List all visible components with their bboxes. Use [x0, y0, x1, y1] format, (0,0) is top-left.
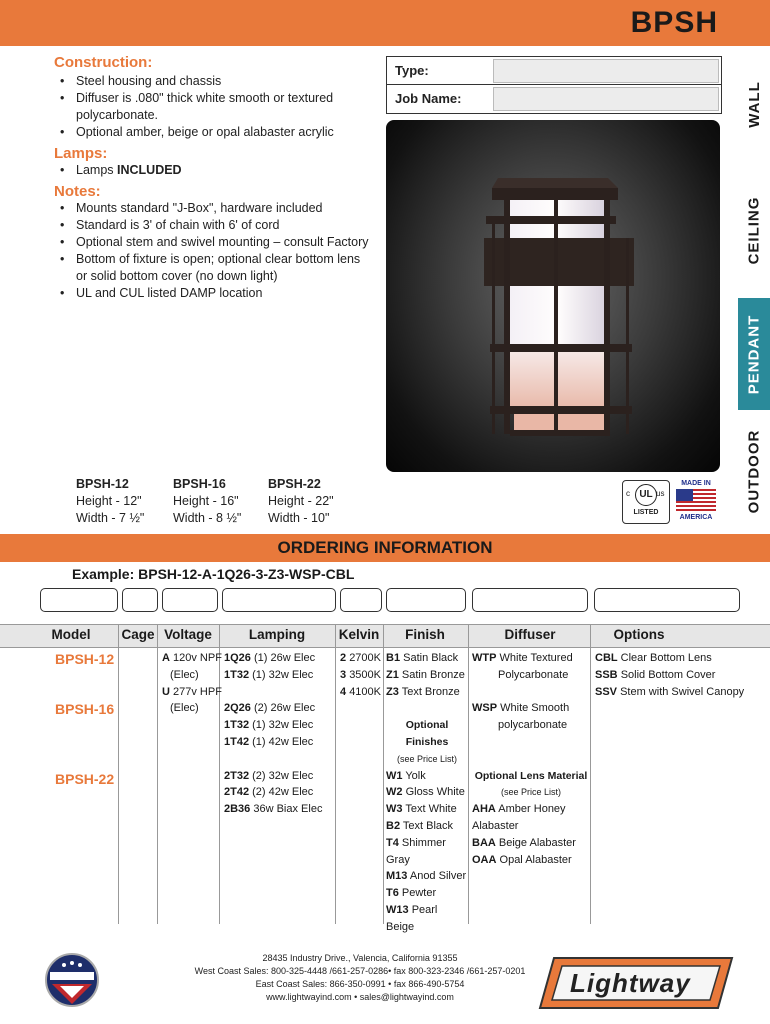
tab-ceiling[interactable]: CEILING	[745, 196, 763, 264]
notes-item: • Optional stem and swivel mounting – consult Factory	[54, 234, 384, 251]
kelvin-list: 2 2700K 3 3500K 4 4100K	[340, 652, 381, 698]
construction-section	[54, 54, 384, 302]
ordering-example: Example: BPSH-12-A-1Q26-3-Z3-WSP-CBL	[72, 566, 355, 582]
order-box-voltage[interactable]	[162, 588, 218, 612]
col-options: Options	[613, 627, 665, 642]
product-code: BPSH	[630, 6, 718, 39]
type-row	[387, 57, 721, 85]
order-box-lamping[interactable]	[222, 588, 336, 612]
job-info-box	[386, 56, 722, 114]
lamps-item: • Lamps INCLUDED	[54, 162, 384, 179]
made-in-america-badge: MADE IN AMERICA	[674, 480, 718, 522]
size-bpsh-22: BPSH-22 Height - 22" Width - 10"	[268, 477, 334, 525]
notes-item: • Standard is 3' of chain with 6' of cord	[54, 217, 384, 234]
order-box-diffuser[interactable]	[472, 588, 588, 612]
construction-item: • Optional amber, beige or opal alabaster acrylic	[54, 124, 384, 141]
lamps-title: Lamps:	[54, 145, 108, 162]
ul-listed-mark: UL c us LISTED	[622, 480, 670, 524]
footer-web-email[interactable]: www.lightwayind.com • sales@lightwayind.com	[266, 992, 454, 1002]
col-lamping: Lamping	[248, 627, 306, 642]
model-bpsh-12: BPSH-12	[55, 651, 115, 667]
col-finish: Finish	[405, 627, 445, 642]
category-sidebar	[738, 46, 770, 532]
ordering-title: ORDERING INFORMATION	[277, 538, 493, 557]
footer-contact: 28435 Industry Drive., Valencia, California 91355 West Coast Sales: 800-325-4448 /661-257-0286• fax 800-323-2346 /661-257-0201 East Coast Sales: 866-350-0991 • fax 866-490-5754 www.lightwayind.com • sales@lightwayind.com	[140, 952, 580, 1004]
product-photo	[386, 120, 720, 472]
voltage-list: A 120v NPF (Elec) U 277v HPF (Elec)	[162, 652, 222, 715]
us-flag-icon	[676, 489, 716, 513]
lightway-logo: Lightway	[536, 954, 736, 1012]
notes-title: Notes:	[54, 183, 101, 200]
job-name-field[interactable]	[493, 87, 719, 111]
col-diffuser: Diffuser	[504, 627, 556, 642]
col-kelvin: Kelvin	[338, 627, 380, 642]
type-field[interactable]	[493, 59, 719, 83]
order-box-model[interactable]	[40, 588, 118, 612]
col-model: Model	[51, 627, 91, 642]
tab-wall[interactable]: WALL	[745, 80, 763, 128]
notes-item-cont: or solid bottom cover (no down light)	[76, 269, 278, 283]
construction-item: • Steel housing and chassis	[54, 73, 384, 90]
order-box-finish[interactable]	[386, 588, 466, 612]
options-list: CBL Clear Bottom Lens SSB Solid Bottom Cover SSV Stem with Swivel Canopy	[595, 652, 745, 698]
company-badge	[42, 952, 102, 1008]
col-divider	[335, 624, 336, 924]
finish-list: B1 Satin Black Z1 Satin Bronze Z3 Text Bronze Optional Finishes (see Price List) W1 Yolk W2 Gloss White W3 Text White B2 Text Black T4 Shimmer Gray M13 Anod Silver T6 Pewter W13 Pearl Beige	[386, 652, 467, 933]
order-box-cage[interactable]	[122, 588, 158, 612]
notes-item: • Bottom of fixture is open; optional clear bottom lens	[54, 251, 384, 268]
size-bpsh-16: BPSH-16 Height - 16" Width - 8 ½"	[173, 477, 242, 525]
tab-outdoor[interactable]: OUTDOOR	[745, 429, 763, 513]
construction-item-cont: polycarbonate.	[76, 108, 159, 122]
badge-emblem-icon	[42, 952, 102, 1008]
type-label: Type:	[395, 63, 429, 78]
notes-item: • UL and CUL listed DAMP location	[54, 285, 384, 302]
job-name-label: Job Name:	[395, 91, 462, 106]
col-divider	[118, 624, 119, 924]
tab-pendant[interactable]: PENDANT	[738, 298, 770, 410]
col-divider	[590, 624, 591, 924]
lamping-list: 1Q26 (1) 26w Elec 1T32 (1) 32w Elec 2Q26 (2) 26w Elec 1T32 (1) 32w Elec 1T42 (1) 42w Elec 2T32 (2) 32w Elec 2T42 (2) 42w Elec 2B36 36w Biax Elec	[224, 652, 323, 816]
size-bpsh-12: BPSH-12 Height - 12" Width - 7 ½"	[76, 477, 145, 525]
construction-title: Construction:	[54, 54, 153, 71]
model-bpsh-22: BPSH-22	[55, 771, 115, 787]
diffuser-list: WTP White Textured Polycarbonate WSP White Smooth polycarbonate Optional Lens Material (see Price List) AHA Amber Honey Alabaster BAA Beige Alabaster OAA Opal Alabaster	[472, 652, 588, 866]
model-bpsh-16: BPSH-16	[55, 701, 115, 717]
construction-item: • Diffuser is .080" thick white smooth or textured	[54, 90, 384, 107]
col-cage: Cage	[121, 627, 155, 642]
col-divider	[157, 624, 158, 924]
col-voltage: Voltage	[164, 627, 212, 642]
fixture-illustration	[386, 120, 720, 472]
order-box-options[interactable]	[594, 588, 740, 612]
job-name-row	[387, 85, 721, 112]
order-box-kelvin[interactable]	[340, 588, 382, 612]
col-divider	[468, 624, 469, 924]
notes-item: • Mounts standard "J-Box", hardware included	[54, 200, 384, 217]
col-divider	[383, 624, 384, 924]
